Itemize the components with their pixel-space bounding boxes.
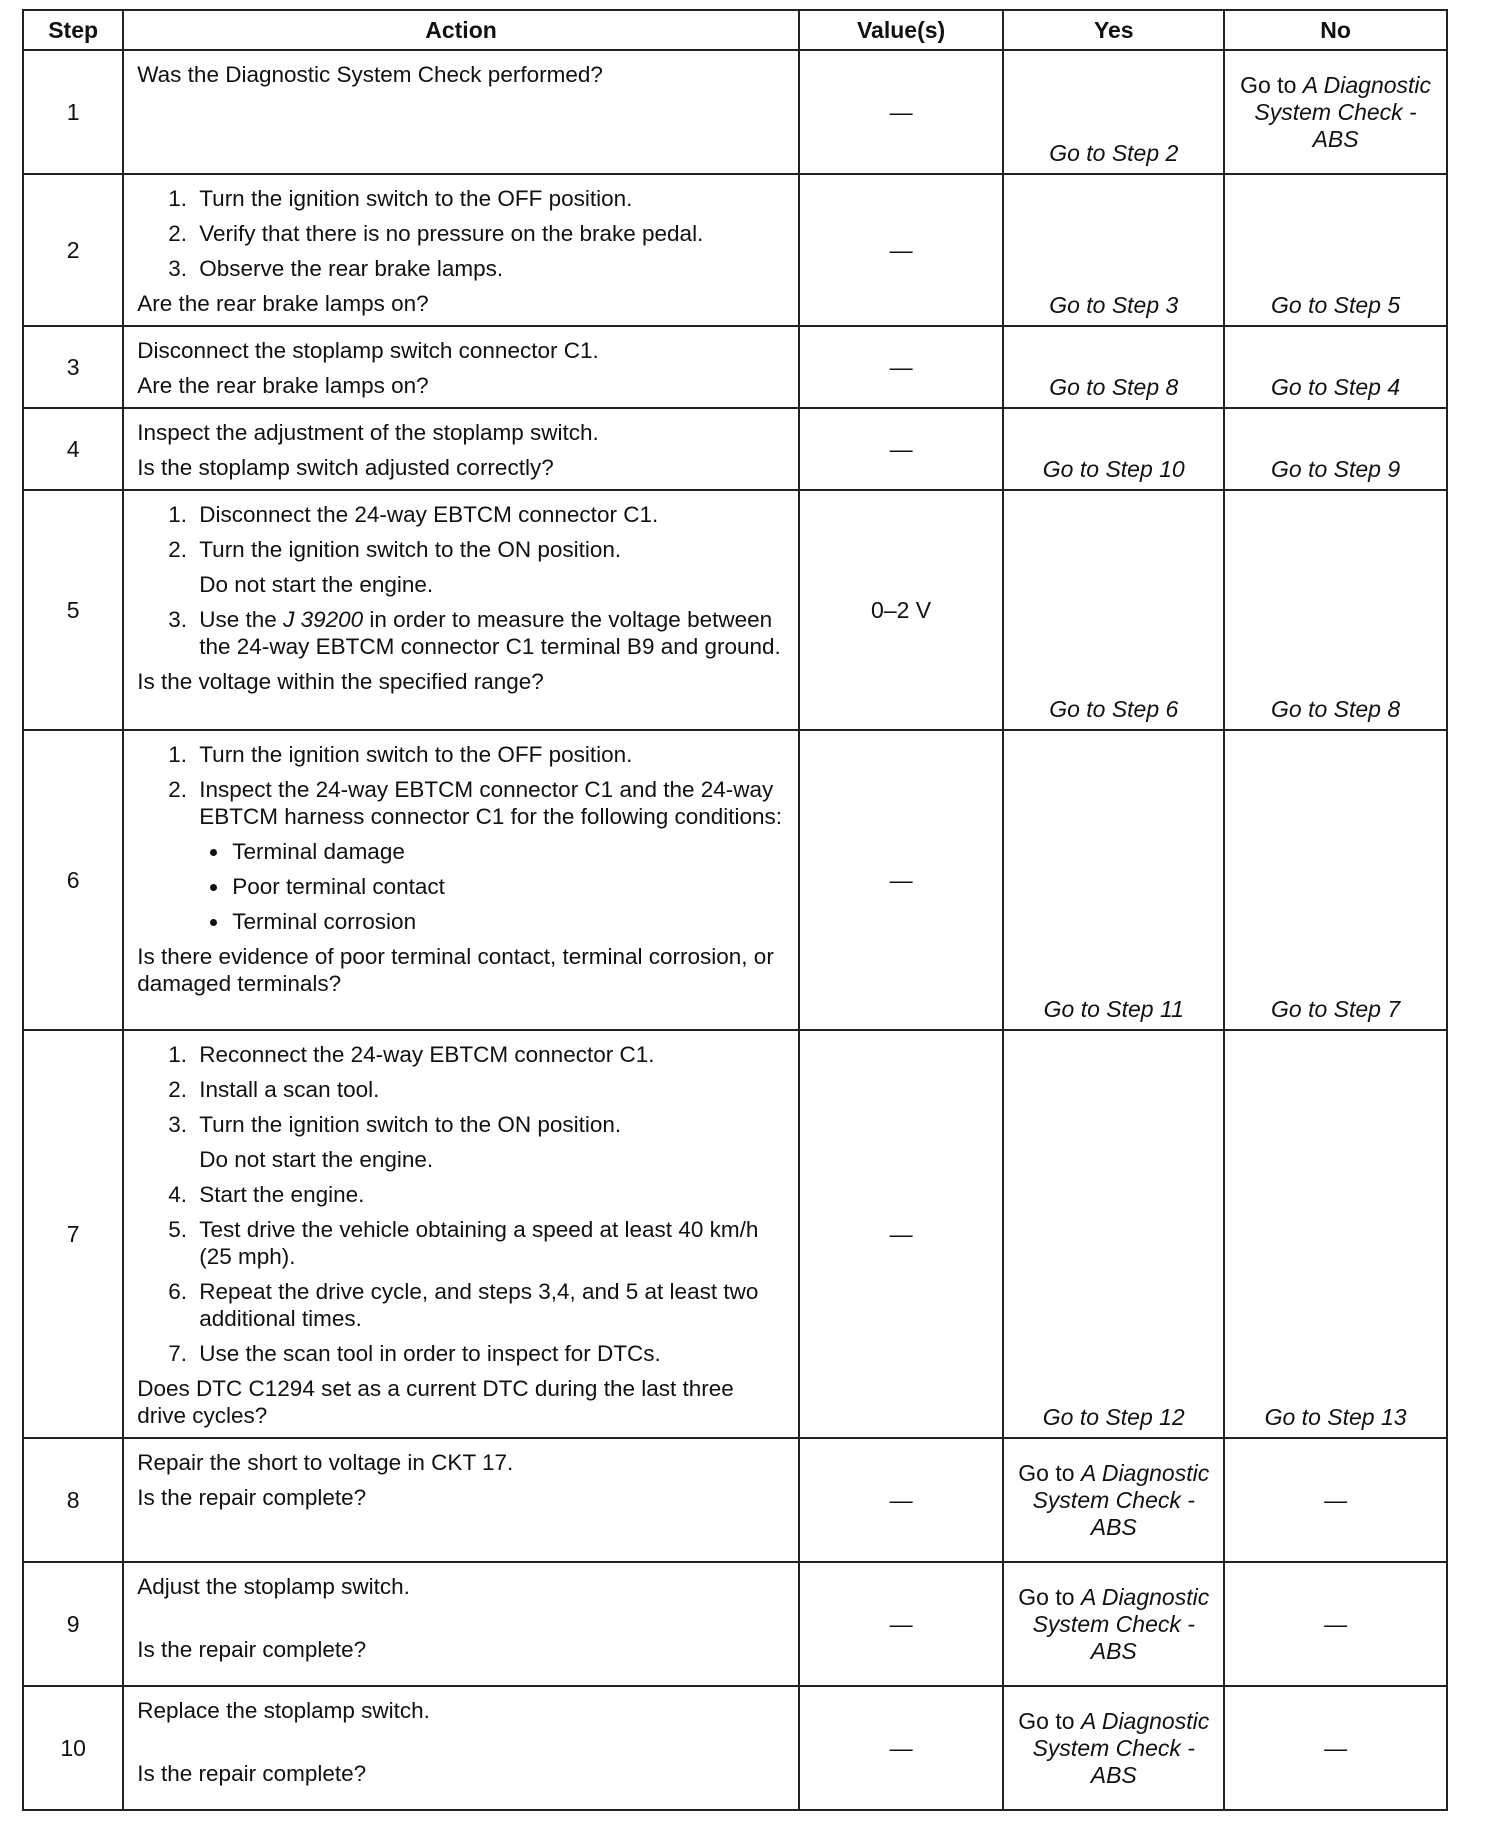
goto-target: A Diagnostic System Check - ABS [1254,71,1432,152]
list-item: • Terminal damage [230,838,786,865]
action-text: Adjust the stoplamp switch. [137,1574,410,1599]
question-text: Is the repair complete? [137,1637,367,1662]
table-row [23,1686,1447,1810]
list-item: 6. Repeat the drive cycle, and steps 3,4, and 5 at least two additional times. [193,1278,786,1332]
list-item: 1. Turn the ignition switch to the OFF position. [193,741,786,768]
step-list [137,741,786,830]
header-no: No [1224,10,1447,50]
goto-prefix: Go to [1018,1459,1075,1486]
no-cell: Go to Step 8 [1224,490,1447,730]
action-text: Was the Diagnostic System Check performed? [137,62,603,87]
table-row [23,174,1447,326]
list-item: 5. Test drive the vehicle obtaining a speed at least 40 km/h (25 mph). [193,1216,786,1270]
list-item: 2. Verify that there is no pressure on the brake pedal. [193,220,786,247]
step-number: 6 [23,730,123,1030]
table-row [23,1562,1447,1686]
step-number: 3 [23,326,123,408]
list-item-text: 3. Turn the ignition switch to the ON position. [199,1112,622,1137]
list-item: 2. Install a scan tool. [193,1076,786,1103]
value-cell: — [799,1562,1004,1686]
action-text: Inspect the adjustment of the stoplamp switch. [137,420,599,445]
no-cell [1224,50,1447,174]
table-row [23,490,1447,730]
value-cell: — [799,1438,1004,1562]
condition-list [137,838,786,935]
header-step: Step [23,10,123,50]
value-cell: — [799,730,1004,1030]
value-cell: — [799,1030,1004,1438]
list-item [193,536,786,598]
value-cell: — [799,174,1004,326]
table-row [23,1030,1447,1438]
step-number: 4 [23,408,123,490]
step-number: 2 [23,174,123,326]
value-cell: — [799,326,1004,408]
list-item [193,606,786,660]
action-cell [123,490,799,730]
step-number: 7 [23,1030,123,1438]
yes-cell: Go to Step 12 [1003,1030,1224,1438]
table-row [23,326,1447,408]
goto-target: A Diagnostic System Check - ABS [1032,1707,1210,1788]
action-cell [123,1030,799,1438]
yes-cell: Go to Step 6 [1003,490,1224,730]
diagnostic-table [22,9,1448,1811]
header-action: Action [123,10,799,50]
action-text: Replace the stoplamp switch. [137,1698,430,1723]
step-list [137,185,786,282]
value-cell: — [799,50,1004,174]
step-list [137,501,786,660]
yes-cell: Go to Step 8 [1003,326,1224,408]
action-cell [123,174,799,326]
action-cell [123,50,799,174]
no-cell: — [1224,1562,1447,1686]
no-cell: — [1224,1686,1447,1810]
yes-cell: Go to Step 10 [1003,408,1224,490]
goto-prefix: Go to [1018,1707,1075,1734]
question-text: Does DTC C1294 set as a current DTC during the last three drive cycles? [137,1376,734,1428]
yes-cell: Go to Step 11 [1003,730,1224,1030]
value-cell: 0–2 V [799,490,1004,730]
goto-target: A Diagnostic System Check - ABS [1032,1459,1210,1540]
list-item: 7. Use the scan tool in order to inspect for DTCs. [193,1340,786,1367]
list-item: 3. Observe the rear brake lamps. [193,255,786,282]
table-row [23,50,1447,174]
list-item: • Terminal corrosion [230,908,786,935]
question-text: Is the stoplamp switch adjusted correctly? [137,455,554,480]
step-list [137,1041,786,1367]
list-item: 1. Disconnect the 24-way EBTCM connector C1. [193,501,786,528]
goto-prefix: Go to [1018,1583,1075,1610]
list-item-note: Do not start the engine. [199,572,434,597]
list-item-text: in order to measure the voltage between the 24-way EBTCM connector C1 terminal B9 and ground. [199,607,781,659]
action-cell [123,1686,799,1810]
no-cell: Go to Step 13 [1224,1030,1447,1438]
no-cell: Go to Step 7 [1224,730,1447,1030]
list-item: • Poor terminal contact [230,873,786,900]
action-cell [123,326,799,408]
no-cell: — [1224,1438,1447,1562]
list-item-text: 2. Turn the ignition switch to the ON position. [199,537,622,562]
question-text: Is there evidence of poor terminal contact, terminal corrosion, or damaged terminals? [137,944,774,996]
no-cell: Go to Step 4 [1224,326,1447,408]
list-item: 2. Inspect the 24-way EBTCM connector C1 and the 24-way EBTCM harness connector C1 for the following conditions: [193,776,786,830]
goto-prefix: Go to [1240,71,1297,98]
action-cell [123,1438,799,1562]
step-number: 5 [23,490,123,730]
list-item: 4. Start the engine. [193,1181,786,1208]
question-text: Is the repair complete? [137,1485,367,1510]
yes-cell [1003,1438,1224,1562]
yes-cell [1003,1686,1224,1810]
yes-cell [1003,1562,1224,1686]
question-text: Is the voltage within the specified range? [137,669,544,694]
header-yes: Yes [1003,10,1224,50]
header-row [23,10,1447,50]
step-number: 9 [23,1562,123,1686]
tool-name: J 39200 [283,607,364,632]
question-text: Is the repair complete? [137,1761,367,1786]
question-text: Are the rear brake lamps on? [137,291,429,316]
step-number: 10 [23,1686,123,1810]
list-item-note: Do not start the engine. [199,1147,434,1172]
goto-target: A Diagnostic System Check - ABS [1032,1583,1210,1664]
action-text: Repair the short to voltage in CKT 17. [137,1450,514,1475]
table-row [23,1438,1447,1562]
value-cell: — [799,408,1004,490]
action-cell [123,408,799,490]
step-number: 1 [23,50,123,174]
action-cell [123,730,799,1030]
list-item: 1. Reconnect the 24-way EBTCM connector C1. [193,1041,786,1068]
step-number: 8 [23,1438,123,1562]
table-row [23,408,1447,490]
value-cell: — [799,1686,1004,1810]
yes-cell: Go to Step 2 [1003,50,1224,174]
no-cell: Go to Step 9 [1224,408,1447,490]
list-item [193,1111,786,1173]
list-item: 1. Turn the ignition switch to the OFF position. [193,185,786,212]
no-cell: Go to Step 5 [1224,174,1447,326]
action-cell [123,1562,799,1686]
table-row [23,730,1447,1030]
header-values: Value(s) [799,10,1004,50]
action-text: Disconnect the stoplamp switch connector C1. [137,338,599,363]
list-item-text: Use the [199,607,284,632]
yes-cell: Go to Step 3 [1003,174,1224,326]
question-text: Are the rear brake lamps on? [137,373,429,398]
